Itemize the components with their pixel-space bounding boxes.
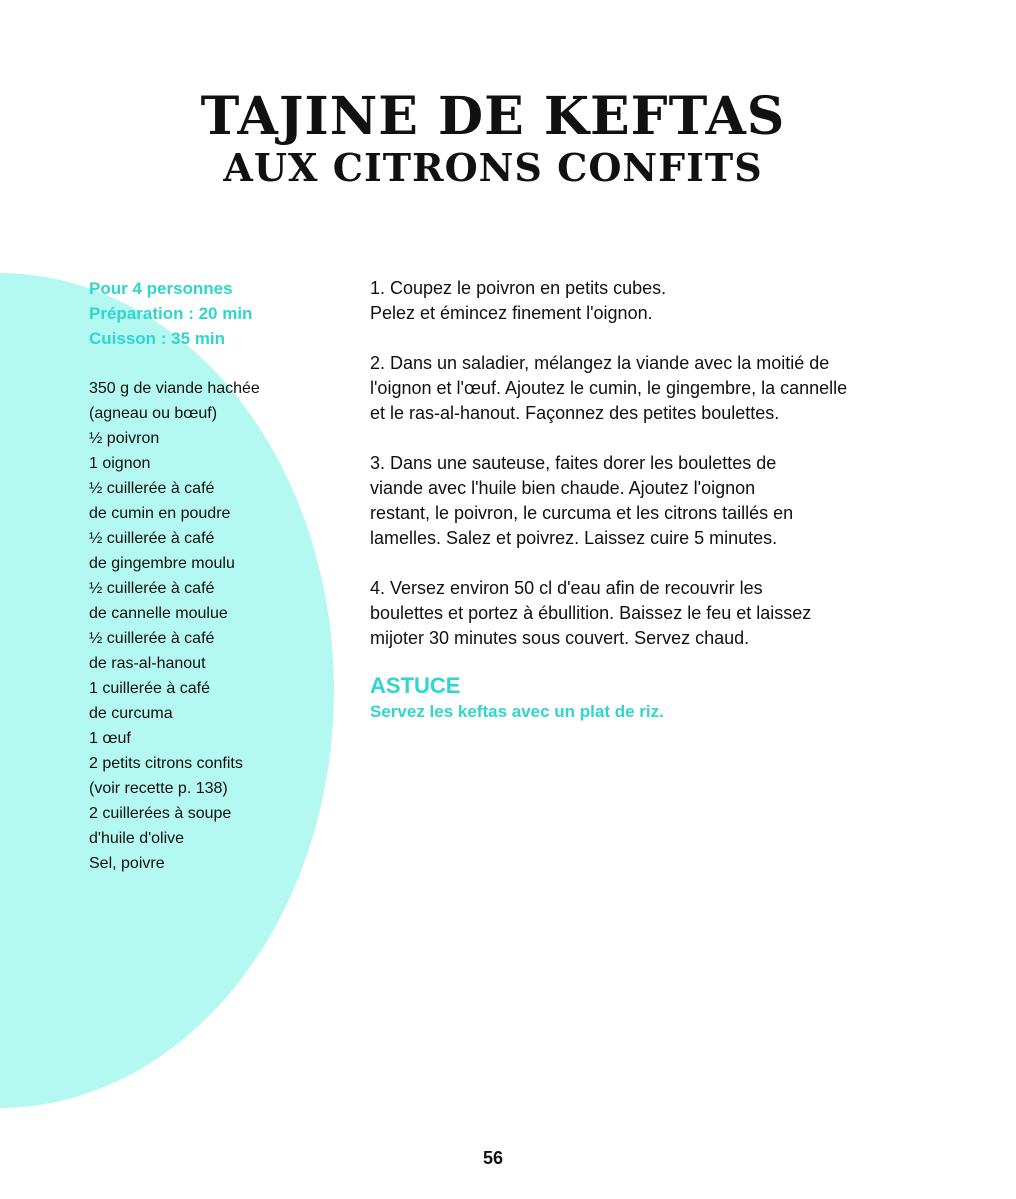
- ingredient-line: de gingembre moulu: [89, 555, 235, 572]
- step-4: [370, 576, 910, 651]
- ingredient-line: de ras-al-hanout: [89, 655, 206, 672]
- step-line: 2. Dans un saladier, mélangez la viande avec la moitié de: [370, 353, 830, 373]
- step-line: restant, le poivron, le curcuma et les citrons taillés en: [370, 503, 794, 523]
- ingredient-line: ½ poivron: [89, 430, 160, 447]
- cook-time: Cuisson : 35 min: [89, 329, 226, 348]
- servings: Pour 4 personnes: [89, 279, 233, 298]
- ingredient-line: d'huile d'olive: [89, 830, 185, 847]
- step-line: 1. Coupez le poivron en petits cubes.: [370, 278, 667, 298]
- ingredient-line: 2 cuillerées à soupe: [89, 805, 232, 822]
- ingredients-list: [89, 376, 260, 876]
- ingredient-line: (voir recette p. 138): [89, 780, 228, 797]
- title-line-1: TAJINE DE KEFTAS: [200, 86, 786, 147]
- tip-title: ASTUCE: [370, 673, 461, 698]
- recipe-steps: [370, 276, 910, 676]
- ingredient-line: de cumin en poudre: [89, 505, 231, 522]
- step-line: lamelles. Salez et poivrez. Laissez cuire 5 minutes.: [370, 528, 778, 548]
- ingredient-line: 350 g de viande hachée: [89, 380, 260, 397]
- step-line: 3. Dans une sauteuse, faites dorer les boulettes de: [370, 453, 777, 473]
- ingredient-line: de curcuma: [89, 705, 173, 722]
- ingredient-line: ½ cuillerée à café: [89, 480, 215, 497]
- ingredient-line: 1 cuillerée à café: [89, 680, 210, 697]
- recipe-meta: [89, 276, 252, 351]
- step-line: Pelez et émincez finement l'oignon.: [370, 303, 653, 323]
- step-line: 4. Versez environ 50 cl d'eau afin de recouvrir les: [370, 578, 763, 598]
- page-number: 56: [482, 1148, 504, 1168]
- tip-text: Servez les keftas avec un plat de riz.: [370, 702, 664, 721]
- ingredient-line: Sel, poivre: [89, 855, 165, 872]
- title-line-2: AUX CITRONS CONFITS: [223, 145, 763, 190]
- ingredient-line: 2 petits citrons confits: [89, 755, 243, 772]
- tip-box: [370, 673, 664, 724]
- step-line: viande avec l'huile bien chaude. Ajoutez l'oignon: [370, 478, 756, 498]
- ingredient-line: ½ cuillerée à café: [89, 630, 215, 647]
- ingredient-line: 1 œuf: [89, 730, 131, 747]
- step-3: [370, 451, 910, 551]
- step-2: [370, 351, 910, 426]
- step-line: mijoter 30 minutes sous couvert. Servez chaud.: [370, 628, 750, 648]
- step-line: l'oignon et l'œuf. Ajoutez le cumin, le gingembre, la cannelle: [370, 378, 848, 398]
- recipe-title: [0, 88, 986, 190]
- ingredient-line: ½ cuillerée à café: [89, 530, 215, 547]
- ingredient-line: ½ cuillerée à café: [89, 580, 215, 597]
- step-line: boulettes et portez à ébullition. Baissez le feu et laissez: [370, 603, 812, 623]
- prep-time: Préparation : 20 min: [89, 304, 253, 323]
- ingredient-line: de cannelle moulue: [89, 605, 228, 622]
- ingredient-line: (agneau ou bœuf): [89, 405, 218, 422]
- step-line: et le ras-al-hanout. Façonnez des petites boulettes.: [370, 403, 780, 423]
- ingredient-line: 1 oignon: [89, 455, 151, 472]
- step-1: [370, 276, 910, 326]
